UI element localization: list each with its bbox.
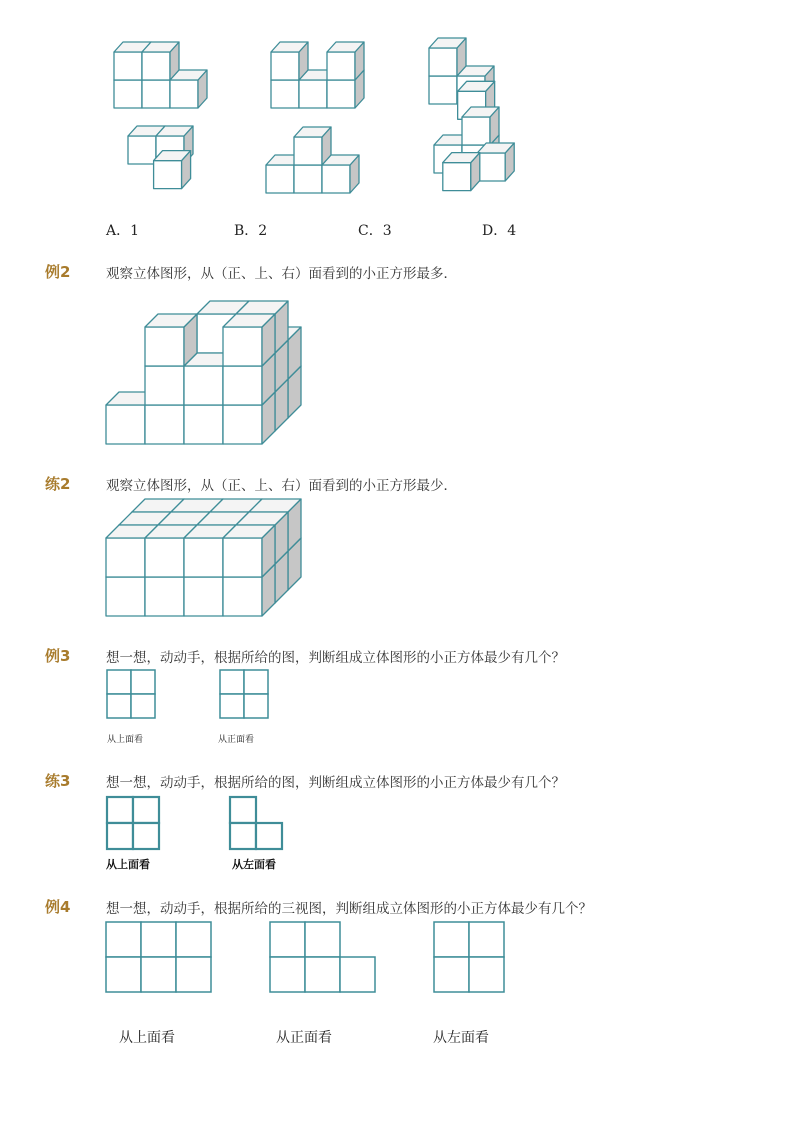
view-caption: 从正面看 — [276, 1030, 332, 1046]
practice-tag: 练3 — [45, 772, 71, 790]
view-caption: 从上面看 — [119, 1030, 175, 1046]
view-caption: 从正面看 — [218, 735, 255, 745]
practice3-top-view — [107, 797, 159, 849]
option-figure-a-top — [114, 42, 207, 108]
example2-figure — [106, 301, 301, 444]
question-text: 观察立体图形，从（正、上、右）面看到的小正方形最少． — [106, 478, 457, 494]
option-figure-b-top — [271, 42, 364, 108]
view-caption: 从左面看 — [232, 858, 276, 871]
example4-top-view — [106, 922, 211, 992]
view-caption: 从左面看 — [433, 1030, 489, 1046]
example-tag: 例4 — [45, 898, 71, 916]
question-text: 想一想，动动手，根据所给的图，判断组成立体图形的小正方体最少有几个？ — [106, 650, 565, 666]
practice3-left-view — [230, 797, 282, 849]
example-tag: 例3 — [45, 647, 71, 665]
question-text: 想一想，动动手，根据所给的三视图，判断组成立体图形的小正方体最少有几个？ — [106, 901, 592, 917]
example3-front-view — [220, 670, 268, 718]
option-b: B．2 — [234, 223, 268, 239]
option-figure-a-bottom — [128, 126, 193, 189]
practice2-figure — [106, 499, 301, 616]
question-text: 想一想，动动手，根据所给的图，判断组成立体图形的小正方体最少有几个？ — [106, 775, 565, 791]
view-caption: 从上面看 — [107, 735, 144, 745]
example4-front-view — [270, 922, 375, 992]
option-d: D．4 — [482, 223, 517, 239]
option-c: C．3 — [358, 223, 392, 239]
practice-tag: 练2 — [45, 475, 71, 493]
option-figure-d-bottom — [434, 107, 514, 191]
example3-top-view — [107, 670, 155, 718]
question-text: 观察立体图形，从（正、上、右）面看到的小正方形最多． — [106, 266, 457, 282]
option-figure-b-bottom — [266, 127, 359, 193]
view-caption: 从上面看 — [106, 858, 150, 871]
example-tag: 例2 — [45, 263, 71, 281]
option-a: A．1 — [106, 223, 140, 239]
example4-left-view — [434, 922, 504, 992]
